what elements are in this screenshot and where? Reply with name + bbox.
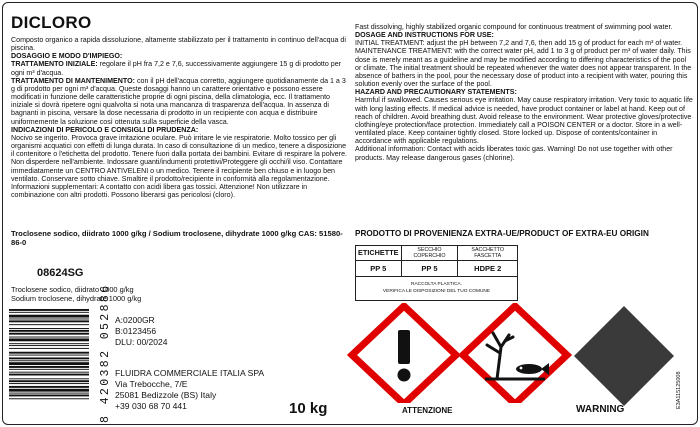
italian-initial-treatment: TRATTAMENTO INIZIALE: regolare il pH fra 7,2 e 7,6, successivamente aggiungere 15 g di prodotto per ogni m³ d'acqua. <box>11 60 342 77</box>
barcode-bar <box>9 398 89 399</box>
barcode-bar <box>9 309 89 311</box>
recycling-note: RACCOLTA PLASTICA. VERIFICA LE DISPOSIZIONI DEL TUO COMUNE <box>356 277 518 301</box>
barcode-bar <box>9 338 89 341</box>
table-header-etichette: ETICHETTE <box>356 246 402 261</box>
english-text-block <box>355 23 693 162</box>
barcode-bar <box>9 312 89 313</box>
reference-code: E3A115125008 <box>676 371 682 409</box>
company-city: 25081 Bedizzole (BS) Italy <box>115 390 217 400</box>
barcode-bar <box>9 328 89 329</box>
english-additional-info: Additional information: Contact with acids liberates toxic gas. Warning! Do not use together with other products. May release dangerous gases (chlorine). <box>355 145 673 162</box>
barcode-bar <box>9 315 89 318</box>
barcode-bar <box>9 355 89 356</box>
barcode-bar <box>9 386 89 388</box>
signal-word-italian: ATTENZIONE <box>402 406 453 415</box>
table-header-secchio: SECCHIO COPERCHIO <box>401 246 458 261</box>
barcode-bar <box>9 352 89 354</box>
barcode-bar <box>9 383 89 384</box>
barcode-bar <box>9 389 89 392</box>
english-intro: Fast dissolving, highly stabilized organic compound for continuous treatment of swimming pool water. <box>355 23 673 31</box>
barcode-bar <box>9 357 89 359</box>
barcode-bar <box>9 369 89 370</box>
barcode-bar <box>9 333 89 335</box>
italian-hazard-text: Nocivo se ingerito. Provoca grave irritazione oculare. Può irritare le vie respiratorie. Molto tossico per gli organismi acquatici con effetti di lunga durata. In caso di consultazione di un medico, tenere a disposizione il contenitore o l'etichetta del prodotto. Tenere fuori dalla portata dei bambini. Evitare di respirare la polvere. Non disperdere nell'ambiente. Indossare guanti/indumenti protettivi/Proteggere gli occhi/il viso. Contattare immediatamente un CENTRO ANTIVELENI o un medico. Tenere il recipiente ben chiuso e in luogo ben ventilato. Conservare sotto chiave. Smaltire il prodotto/recipiente in conformità alla regolamentazione. <box>11 133 348 183</box>
barcode-bar <box>9 343 89 344</box>
warning-diamond-icon <box>571 303 677 409</box>
lot-info <box>115 315 167 348</box>
barcode-bar <box>9 330 89 332</box>
barcode <box>9 307 89 425</box>
italian-maintenance-treatment: TRATTAMENTO DI MANTENIMENTO: con il pH dell'acqua corretto, aggiungere quotidianamente da 1 a 3 g di prodotto per ogni m³ d'acqua. Queste dosaggi hanno un carattere orientativo e possono essere modificati in funzione delle caratteristiche proprie di ogni piscina, della climatologia, ecc. Il trattamento iniziale si dovrà ripetere ogni qualvolta si nota una mancanza di trasparenza dell'acqua. In assenza di bagnanti in piscina, versare la dose necessaria di prodotto in un recipiente con acqua e distribuire uniformemente la soluzione così ottenuta sulla superficie della vasca. <box>11 76 346 126</box>
barcode-bar <box>9 348 89 349</box>
signal-word-english: WARNING <box>576 404 625 415</box>
recycling-table <box>355 245 518 301</box>
lot-dlu: DLU: 00/2024 <box>115 337 168 347</box>
barcode-bar <box>9 319 89 320</box>
table-header-sacchetto: SACCHETTO FASCETTA <box>458 246 518 261</box>
barcode-bar <box>9 366 89 368</box>
table-cell-pp5-a: PP 5 <box>356 261 402 277</box>
exclamation-hazard-icon <box>346 303 462 403</box>
barcode-bar <box>9 320 89 322</box>
environment-hazard-icon <box>457 303 573 403</box>
english-hazard-heading: HAZARD AND PRECAUTIONARY STATEMENTS: <box>355 88 517 97</box>
barcode-bar <box>9 337 89 338</box>
company-phone: +39 030 68 70 441 <box>115 401 187 411</box>
english-hazard-text: Harmful if swallowed. Causes serious eye irritation. May cause respiratory irritation. Very toxic to aquatic life with long lasting effects. If medical advice is needed, have product container or label at hand. Keep out of reach of children. Avoid breathing dust. Avoid release to the environment. Wear protective gloves/protective clothing/eye protection/face protection. Immediately call a POISON CENTER or a doctor. Store in a well-ventilated place. Keep container tightly closed. Store locked up. Dispose of contents/container in accordance with applicable regulations. <box>355 96 693 146</box>
italian-text-block <box>11 36 348 199</box>
lot-a: A:0200GR <box>115 315 155 325</box>
net-weight: 10 kg <box>289 400 328 417</box>
lot-b: B:0123456 <box>115 326 157 336</box>
italian-intro: Composto organico a rapida dissoluzione, altamente stabilizzato per il trattamento in continuo dell'acqua di piscina. <box>11 36 346 53</box>
english-initial-treatment: INITIAL TREATMENT: adjust the pH between 7,2 and 7,6, then add 15 g of product for each m³ of water. <box>355 39 683 48</box>
italian-additional-info: Informazioni supplementari: A contatto con acidi libera gas tossici. Attenzione! Non utilizzare in combinazione con altri prodotti. Possono liberarsi gas pericolosi (cloro). <box>11 182 308 199</box>
barcode-bar <box>9 393 89 394</box>
barcode-bar <box>9 372 89 373</box>
table-cell-pp5-b: PP 5 <box>401 261 458 277</box>
composition-short: Troclosene sodico, diidrato 1000 g/kg Sodium troclosene, dihydrate 1000 g/kg <box>11 285 142 303</box>
product-label <box>2 2 698 425</box>
company-info <box>115 368 264 412</box>
barcode-bar <box>9 362 89 365</box>
barcode-bar <box>9 360 89 361</box>
provenance-statement: PRODOTTO DI PROVENIENZA EXTRA-UE/PRODUCT OF EXTRA-EU ORIGIN <box>355 229 649 238</box>
company-name: FLUIDRA COMMERCIALE ITALIA SPA <box>115 368 265 378</box>
barcode-bar <box>9 380 89 382</box>
product-code: 08624SG <box>37 267 84 279</box>
english-dosage-heading: DOSAGE AND INSTRUCTIONS FOR USE: <box>355 31 494 40</box>
product-title: DICLORO <box>11 13 92 32</box>
barcode-bar <box>9 324 89 325</box>
table-cell-hdpe2: HDPE 2 <box>458 261 518 277</box>
barcode-bar <box>9 378 89 379</box>
barcode-number: 8 420382 052886 <box>99 283 112 423</box>
english-maintenance-treatment: MAINTENANCE TREATMENT: with the correct water pH, add 1 to 3 g of product per m³ of water daily. This dose is merely meant as a guideline and may be modified according to differing characteristics of the pool or climate. The initial treatment should be repeated whenever the water does not appear transparent. In the absence of bathers in the pool, pour the necessary dose of product into a recipient with water, pouring this solution evenly over the surface of the pool. <box>355 47 692 89</box>
barcode-bar <box>9 345 89 346</box>
composition-cas: Troclosene sodico, diidrato 1000 g/kg / Sodium troclosene, dihydrate 1000 g/kg CAS: 51580-86-0 <box>11 229 343 247</box>
barcode-bar <box>9 374 89 376</box>
company-street: Via Trebocche, 7/E <box>115 379 188 389</box>
italian-hazard-heading: INDICAZIONI DI PERICOLO E CONSIGLI DI PRUDENZA: <box>11 125 199 134</box>
barcode-bar <box>9 395 89 397</box>
italian-dosage-heading: DOSAGGIO E MODO D'IMPIEGO: <box>11 52 123 61</box>
